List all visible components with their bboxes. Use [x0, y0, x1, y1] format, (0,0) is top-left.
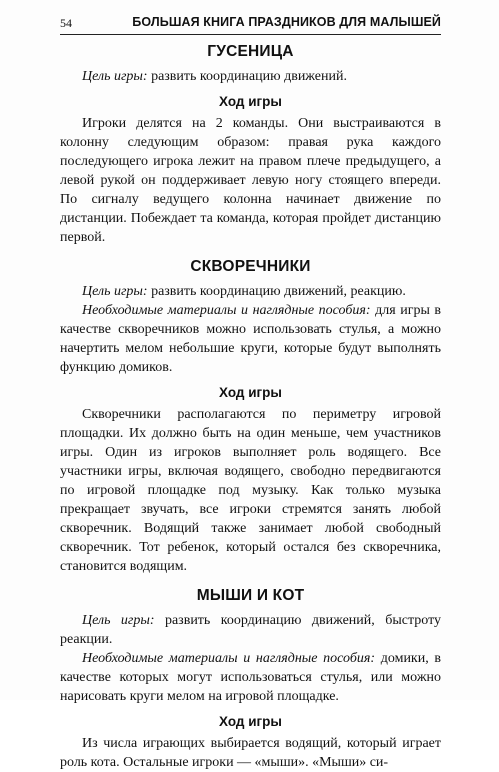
how-to-play-text: Игроки делятся на 2 команды. Они выстраиваются в колонну следующим образом: правая рука каждого последующего игрока лежит на правом плече предыдущего, а левой рукой он поддерживает левую ногу стоящего впереди. По сигналу ведущего колонна начинает движение по дистанции. Побеждает та команда, которая пройдет дистанцию первой.: [60, 116, 441, 245]
section-gap: [60, 576, 441, 586]
materials-label: Необходимые материалы и наглядные пособия:: [82, 651, 376, 666]
materials-text: домики, в качестве которых могут использоваться стулья, или можно нарисовать круги мелом на игровой площадке.: [60, 651, 441, 704]
how-to-play-heading: Ход игры: [219, 714, 282, 729]
section-mice-and-cat: [60, 586, 441, 772]
page-number: 54: [60, 16, 72, 30]
page-content: [60, 42, 441, 772]
game-goal: [60, 282, 441, 301]
materials: [60, 301, 441, 377]
goal-text: развить координацию движений.: [147, 69, 347, 84]
book-title: БОЛЬШАЯ КНИГА ПРАЗДНИКОВ ДЛЯ МАЛЫШЕЙ: [132, 15, 441, 29]
game-goal: [60, 67, 441, 86]
section-caterpillar: [60, 42, 441, 247]
section-starlings: [60, 257, 441, 576]
materials-text: для игры в качестве скворечников можно использовать стулья, а можно начертить мелом небольшие круги, которые будут выполнять функцию домиков.: [60, 303, 441, 375]
how-to-play-heading: Ход игры: [219, 385, 282, 400]
goal-label: Цель игры:: [82, 69, 148, 84]
goal-label: Цель игры:: [82, 284, 148, 299]
goal-label: Цель игры:: [82, 613, 155, 628]
how-to-play-heading: Ход игры: [219, 94, 282, 109]
section-gap: [60, 247, 441, 257]
how-to-play-text: Скворечники располагаются по периметру игровой площадки. Их должно быть на один меньше, чем участников игры. Один из игроков выполняет роль водящего. Все участники игры, включая водящего, свободно передвигаются по игровой площадке под музыку. Как только музыка прекращает звучать, все игроки стремятся занять любой скворечник. Водящий также занимает любой свободный скворечник. Тот ребенок, который остался без скворечника, становится водящим.: [60, 407, 441, 574]
section-title: МЫШИ И КОТ: [196, 587, 305, 604]
section-title: ГУСЕНИЦА: [207, 43, 294, 60]
materials-label: Необходимые материалы и наглядные пособия:: [82, 303, 371, 318]
running-header: [60, 12, 441, 35]
how-to-play-text: Из числа играющих выбирается водящий, который играет роль кота. Остальные игроки — «мыши». «Мыши» си-: [60, 736, 441, 770]
section-title: СКВОРЕЧНИКИ: [190, 258, 311, 275]
game-goal: [60, 611, 441, 649]
goal-text: развить координацию движений, быстроту реакции.: [60, 613, 441, 647]
materials: [60, 649, 441, 706]
goal-text: развить координацию движений, реакцию.: [147, 284, 406, 299]
